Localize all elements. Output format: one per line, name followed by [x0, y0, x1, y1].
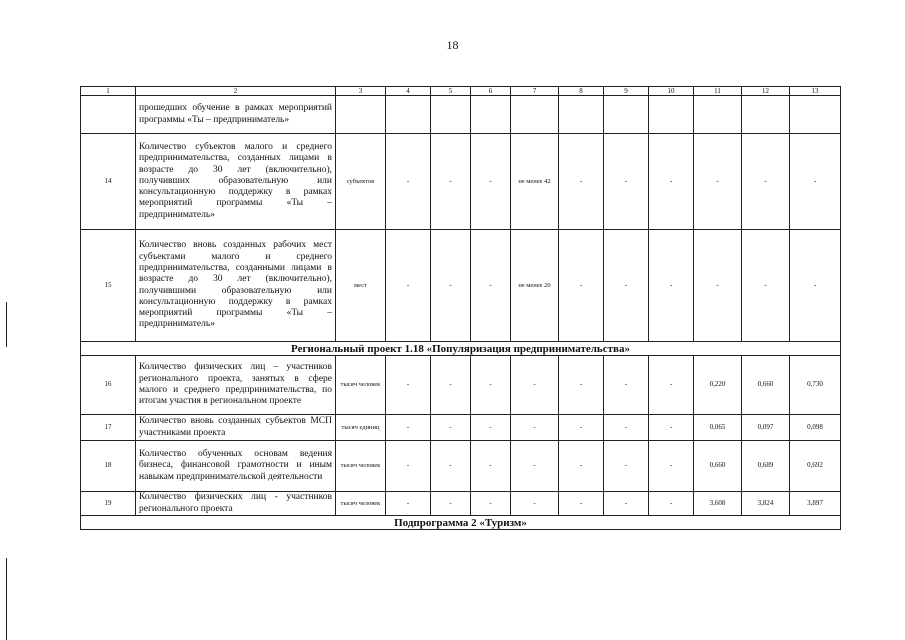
section-header-row	[81, 516, 841, 530]
value-col-13: -	[790, 134, 841, 230]
value-col-12: 3,824	[742, 492, 790, 516]
section-header-row	[81, 342, 841, 356]
value-col-5: -	[431, 415, 471, 441]
value-col-6: -	[471, 492, 511, 516]
col-number-1: 1	[81, 87, 136, 96]
table-row-16	[81, 356, 841, 415]
col-number-13: 13	[790, 87, 841, 96]
value-col-4: -	[386, 441, 431, 492]
table-row-19	[81, 492, 841, 516]
col-number-9: 9	[604, 87, 649, 96]
value-col-11: 0,220	[694, 356, 742, 415]
row-number: 19	[81, 492, 136, 516]
col-number-8: 8	[559, 87, 604, 96]
value-col-4: -	[386, 356, 431, 415]
value-col-7: не менее 42	[511, 134, 559, 230]
row-number: 18	[81, 441, 136, 492]
value-col-6: -	[471, 415, 511, 441]
unit: тысяч человек	[336, 492, 386, 516]
value-col-6: -	[471, 230, 511, 342]
indicator-name: Количество вновь созданных рабочих мест субъектами малого и среднего предпринимательства, созданными лицами в возрасте до 30 лет (включительно), получившими образовательную или консультационную поддержку в рамках мероприятий программы «Ты – предприниматель»	[136, 230, 336, 342]
row-number: 16	[81, 356, 136, 415]
value-col-13: 3,897	[790, 492, 841, 516]
value-col-10: -	[649, 356, 694, 415]
value-col-9: -	[604, 356, 649, 415]
table-row-15	[81, 230, 841, 342]
value-col-8: -	[559, 415, 604, 441]
col-number-11: 11	[694, 87, 742, 96]
value-col-10: -	[649, 441, 694, 492]
row-number: 14	[81, 134, 136, 230]
value-col-8: -	[559, 356, 604, 415]
value-col-5: -	[431, 230, 471, 342]
value-col-7: -	[511, 356, 559, 415]
col-number-7: 7	[511, 87, 559, 96]
value-col-12: 0,097	[742, 415, 790, 441]
value-col-5: -	[431, 134, 471, 230]
unit: тысяч человек	[336, 441, 386, 492]
value-col-13: 0,098	[790, 415, 841, 441]
value-col-4: -	[386, 230, 431, 342]
section-title-regional-project: Региональный проект 1.18 «Популяризация предпринимательства»	[81, 342, 841, 356]
value-col-5: -	[431, 441, 471, 492]
value-col-6: -	[471, 441, 511, 492]
col-number-3: 3	[336, 87, 386, 96]
value-col-7: не менее 20	[511, 230, 559, 342]
value-col-11: 0,660	[694, 441, 742, 492]
indicator-name: Количество физических лиц – участников регионального проекта, занятых в сфере малого и среднего предпринимательства, по итогам участия в региональном проекте	[136, 356, 336, 415]
value-col-13: -	[790, 230, 841, 342]
indicator-name: Количество обученных основам ведения бизнеса, финансовой грамотности и иным навыкам предпринимательской деятельности	[136, 441, 336, 492]
value-col-13: 0,730	[790, 356, 841, 415]
value-col-8: -	[559, 492, 604, 516]
table-row-continuation	[81, 96, 841, 134]
value-col-8: -	[559, 134, 604, 230]
table-row-17	[81, 415, 841, 441]
value-col-12: -	[742, 230, 790, 342]
col-number-5: 5	[431, 87, 471, 96]
value-col-10: -	[649, 230, 694, 342]
value-col-9: -	[604, 134, 649, 230]
row-number: 15	[81, 230, 136, 342]
value-col-7: -	[511, 415, 559, 441]
indicator-name: Количество вновь созданных субъектов МСП участниками проекта	[136, 415, 336, 441]
value-col-13: 0,692	[790, 441, 841, 492]
value-col-4: -	[386, 492, 431, 516]
value-col-9: -	[604, 492, 649, 516]
value-col-12: 0,660	[742, 356, 790, 415]
value-col-6: -	[471, 356, 511, 415]
value-col-9: -	[604, 230, 649, 342]
unit: мест	[336, 230, 386, 342]
value-col-4: -	[386, 134, 431, 230]
value-col-7: -	[511, 441, 559, 492]
column-number-row	[81, 87, 841, 96]
value-col-10: -	[649, 492, 694, 516]
unit: субъектов	[336, 134, 386, 230]
unit: тысяч единиц	[336, 415, 386, 441]
value-col-8: -	[559, 230, 604, 342]
indicator-name: Количество субъектов малого и среднего предпринимательства, созданных лицами в возрасте до 30 лет (включительно), получивших образовательную или консультационную поддержку в рамках мероприятий программы «Ты – предприниматель»	[136, 134, 336, 230]
row-number: 17	[81, 415, 136, 441]
value-col-11: -	[694, 134, 742, 230]
value-col-10: -	[649, 415, 694, 441]
col-number-10: 10	[649, 87, 694, 96]
indicator-name: прошедших обучение в рамках мероприятий программы «Ты – предприниматель»	[136, 96, 336, 134]
value-col-6: -	[471, 134, 511, 230]
col-number-12: 12	[742, 87, 790, 96]
margin-mark	[6, 302, 7, 347]
value-col-11: -	[694, 230, 742, 342]
margin-mark	[6, 558, 7, 640]
col-number-4: 4	[386, 87, 431, 96]
section-title-subprogram: Подпрограмма 2 «Туризм»	[81, 516, 841, 530]
table-row-18	[81, 441, 841, 492]
value-col-11: 3,608	[694, 492, 742, 516]
value-col-5: -	[431, 356, 471, 415]
value-col-7: -	[511, 492, 559, 516]
value-col-4: -	[386, 415, 431, 441]
page-number: 18	[446, 38, 459, 52]
value-col-12: -	[742, 134, 790, 230]
value-col-12: 0,689	[742, 441, 790, 492]
table-row-14	[81, 134, 841, 230]
col-number-2: 2	[136, 87, 336, 96]
value-col-5: -	[431, 492, 471, 516]
value-col-11: 0,065	[694, 415, 742, 441]
unit: тысяч человек	[336, 356, 386, 415]
value-col-8: -	[559, 441, 604, 492]
value-col-9: -	[604, 415, 649, 441]
value-col-10: -	[649, 134, 694, 230]
indicator-name: Количество физических лиц - участников регионального проекта	[136, 492, 336, 516]
value-col-9: -	[604, 441, 649, 492]
col-number-6: 6	[471, 87, 511, 96]
indicators-table	[80, 86, 841, 530]
